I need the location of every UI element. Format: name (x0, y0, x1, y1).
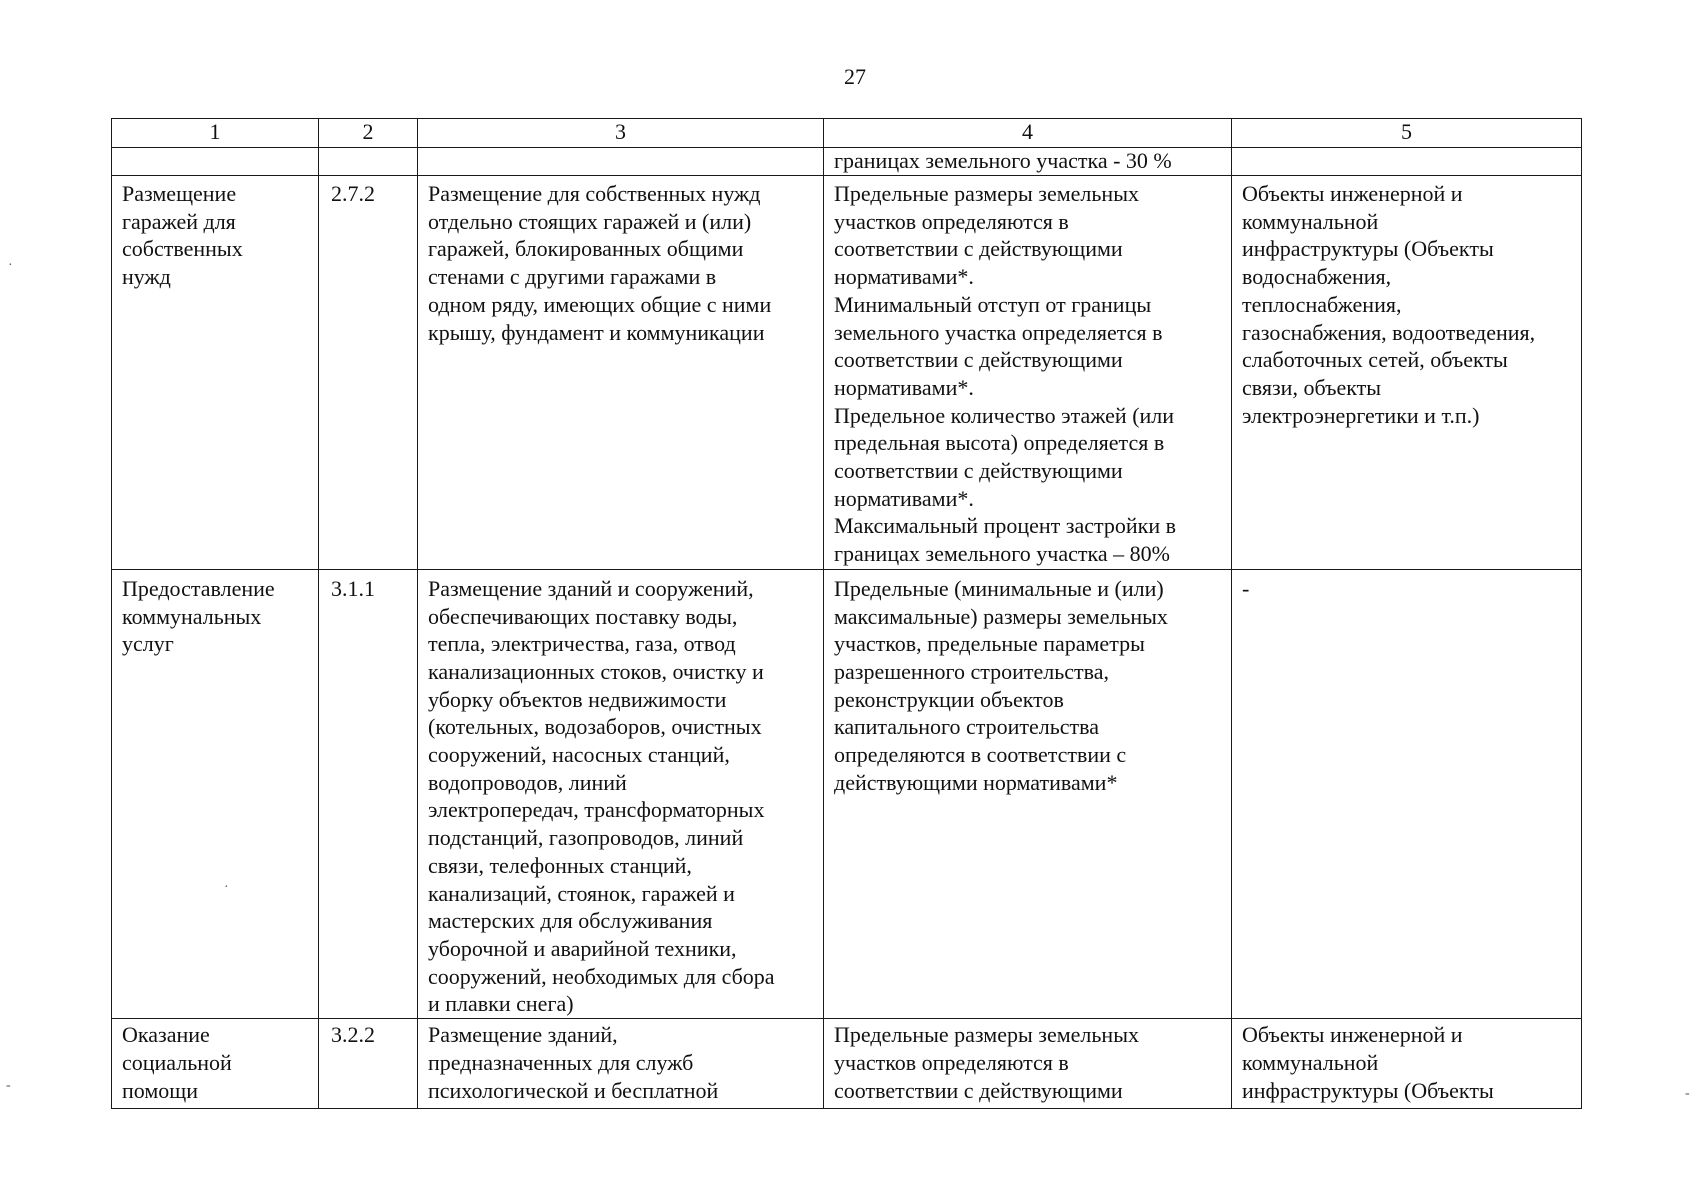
continuation-col-4: границах земельного участка - 30 % (824, 148, 1232, 176)
permitted-objects: - (1232, 569, 1582, 1018)
limit-parameters: Предельные размеры земельных участков определяются в соответствии с действующими нормативами*. Минимальный отступ от границы земельного участка определяется в соответствии с действующими нормативами*. Предельное количество этажей (или предельная высота) определяется в соответствии с действующими нормативами*. Максимальный процент застройки в границах земельного участка – 80% (824, 176, 1232, 570)
continuation-col-5 (1232, 148, 1582, 176)
permitted-objects: Объекты инженерной и коммунальной инфраструктуры (Объекты (1232, 1019, 1582, 1109)
use-type-code: 3.2.2 (319, 1019, 418, 1109)
limit-parameters: Предельные (минимальные и (или) максимальные) размеры земельных участков, предельные параметры разрешенного строительства, реконструкции объектов капитального строительства определяются в соответствии с действующими нормативами* (824, 569, 1232, 1018)
header-col-1: 1 (112, 119, 319, 148)
use-type-description: Размещение зданий, предназначенных для служб психологической и бесплатной (418, 1019, 824, 1109)
header-col-5: 5 (1232, 119, 1582, 148)
table-row (112, 176, 1582, 570)
header-col-3: 3 (418, 119, 824, 148)
table-row (112, 1019, 1582, 1109)
use-type-description: Размещение для собственных нужд отдельно стоящих гаражей и (или) гаражей, блокированных общими стенами с другими гаражами в одном ряду, имеющих общие с ними крышу, фундамент и коммуникации (418, 176, 824, 570)
continuation-col-1 (112, 148, 319, 176)
continuation-col-2 (319, 148, 418, 176)
scan-speck: · (224, 880, 229, 895)
table-row (112, 569, 1582, 1018)
use-type-name: Размещение гаражей для собственных нужд (112, 176, 319, 570)
continuation-row (112, 148, 1582, 176)
land-use-table (111, 118, 1582, 1109)
scan-speck: - (6, 1078, 11, 1093)
use-type-description: Размещение зданий и сооружений, обеспечивающих поставку воды, тепла, электричества, газа, отвод канализационных стоков, очистку и уборку объектов недвижимости (котельных, водозаборов, очистных сооружений, насосных станций, водопроводов, линий электропередач, трансформаторных подстанций, газопроводов, линий связи, телефонных станций, канализаций, стоянок, гаражей и мастерских для обслуживания уборочной и аварийной техники, сооружений, необходимых для сбора и плавки снега) (418, 569, 824, 1018)
scan-speck: · (8, 258, 13, 273)
limit-parameters: Предельные размеры земельных участков определяются в соответствии с действующими (824, 1019, 1232, 1109)
use-type-code: 3.1.1 (319, 569, 418, 1018)
use-type-code: 2.7.2 (319, 176, 418, 570)
header-col-4: 4 (824, 119, 1232, 148)
scan-speck: - (1685, 1086, 1690, 1101)
header-col-2: 2 (319, 119, 418, 148)
continuation-col-3 (418, 148, 824, 176)
page-number: 27 (844, 64, 866, 89)
use-type-name: Оказание социальной помощи (112, 1019, 319, 1109)
permitted-objects: Объекты инженерной и коммунальной инфраструктуры (Объекты водоснабжения, теплоснабжения, газоснабжения, водоотведения, слаботочных сетей, объекты связи, объекты электроэнергетики и т.п.) (1232, 176, 1582, 570)
use-type-name: Предоставление коммунальных услуг (112, 569, 319, 1018)
table-header-row (112, 119, 1582, 148)
